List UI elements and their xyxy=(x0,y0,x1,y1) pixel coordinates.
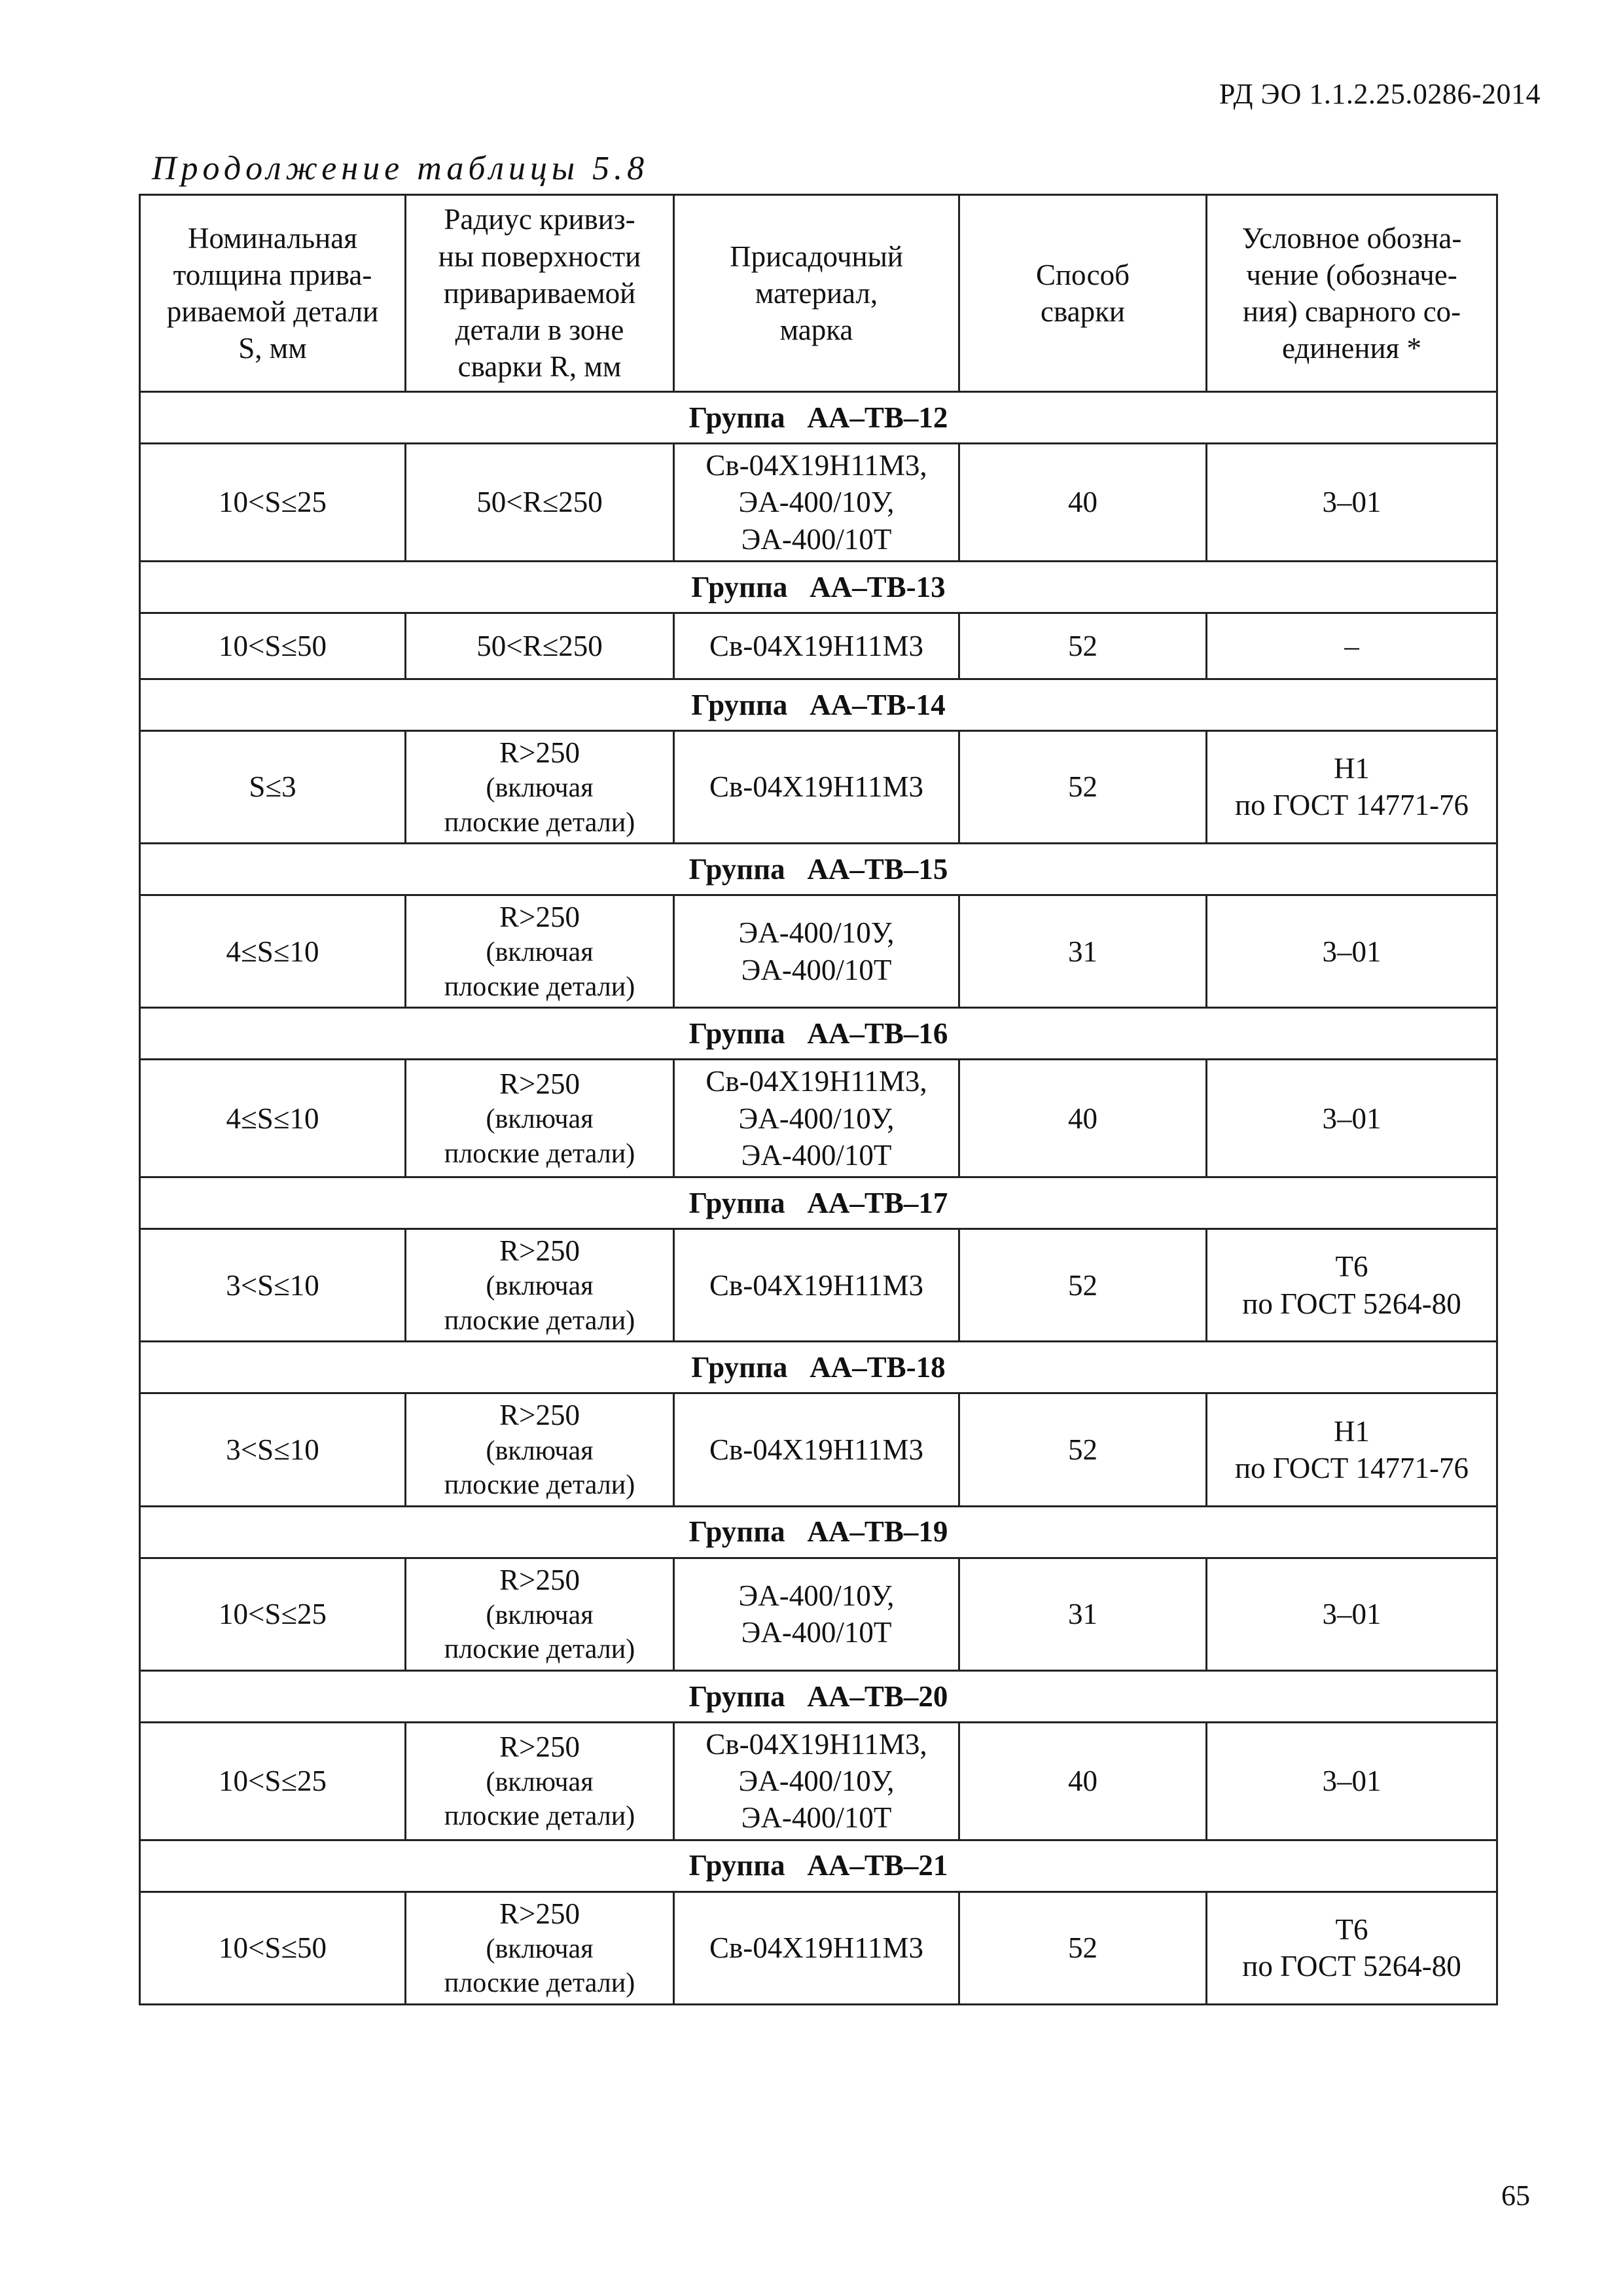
group-heading-row xyxy=(140,392,1497,444)
header-radius xyxy=(406,195,674,392)
cell-line: (включая xyxy=(486,1271,594,1302)
group-heading-row xyxy=(140,1506,1497,1558)
cell-line: плоские детали) xyxy=(444,1968,635,1999)
cell-line: R>250 xyxy=(499,1730,580,1763)
cell-filler-material xyxy=(674,730,959,843)
cell-line: ЭА-400/10У, xyxy=(738,1765,895,1797)
cell-line: плоские детали) xyxy=(444,1470,635,1500)
cell-line: (включая xyxy=(486,1767,594,1797)
cell-welding-method: 52 xyxy=(959,1229,1207,1342)
cell-radius xyxy=(406,1722,674,1840)
cell-filler-material xyxy=(674,895,959,1008)
table-row xyxy=(140,730,1497,843)
cell-thickness: 3<S≤10 xyxy=(140,1229,406,1342)
header-line: Способ xyxy=(1035,258,1130,291)
group-title: Группа АА–ТВ-14 xyxy=(140,679,1497,730)
group-heading-row xyxy=(140,1670,1497,1722)
cell-line: плоские детали) xyxy=(444,807,635,838)
cell-joint-designation xyxy=(1207,730,1497,843)
cell-line: 3–01 xyxy=(1322,935,1382,968)
table-body xyxy=(140,392,1497,2005)
cell-filler-material xyxy=(674,1060,959,1177)
cell-thickness: 10<S≤25 xyxy=(140,1558,406,1670)
cell-line: Св-04Х19Н11М3 xyxy=(709,629,924,662)
header-line: S, мм xyxy=(238,332,307,365)
group-heading-row xyxy=(140,1008,1497,1060)
header-line: толщина прива- xyxy=(173,258,372,291)
cell-joint-designation xyxy=(1207,1393,1497,1506)
header-line: Условное обозна- xyxy=(1241,221,1462,255)
table-row xyxy=(140,1722,1497,1840)
cell-welding-method: 40 xyxy=(959,1060,1207,1177)
header-line: детали в зоне xyxy=(455,314,624,347)
group-heading-row xyxy=(140,679,1497,730)
cell-thickness: 10<S≤50 xyxy=(140,1892,406,2004)
cell-welding-method: 52 xyxy=(959,613,1207,679)
cell-line: Т6 xyxy=(1335,1912,1368,1946)
cell-line: 50<R≤250 xyxy=(476,629,603,662)
table-row xyxy=(140,1060,1497,1177)
cell-welding-method: 52 xyxy=(959,730,1207,843)
cell-joint-designation xyxy=(1207,1558,1497,1670)
cell-line: Св-04Х19Н11М3 xyxy=(709,1931,924,1964)
header-filler-material xyxy=(674,195,959,392)
header-line: сварки R, мм xyxy=(457,350,622,384)
cell-line: плоские детали) xyxy=(444,1305,635,1336)
cell-line: по ГОСТ 14771-76 xyxy=(1234,1451,1469,1484)
table-row xyxy=(140,613,1497,679)
cell-filler-material xyxy=(674,1722,959,1840)
header-line: ния) сварного со- xyxy=(1242,295,1461,328)
cell-welding-method: 31 xyxy=(959,1558,1207,1670)
header-line: привариваемой xyxy=(443,276,636,310)
cell-line: 50<R≤250 xyxy=(476,486,603,519)
table-row xyxy=(140,1229,1497,1342)
cell-filler-material xyxy=(674,1229,959,1342)
cell-welding-method: 31 xyxy=(959,895,1207,1008)
cell-joint-designation xyxy=(1207,1892,1497,2004)
cell-line: 3–01 xyxy=(1322,1598,1382,1630)
cell-radius xyxy=(406,1393,674,1506)
cell-line: по ГОСТ 5264-80 xyxy=(1242,1287,1461,1320)
header-thickness xyxy=(140,195,406,392)
page-number: 65 xyxy=(1501,2179,1530,2212)
cell-line: ЭА-400/10У, xyxy=(738,916,895,950)
cell-thickness: S≤3 xyxy=(140,730,406,843)
header-line: единения * xyxy=(1281,332,1422,365)
table-header-row xyxy=(140,195,1497,392)
cell-filler-material xyxy=(674,1892,959,2004)
cell-line: – xyxy=(1344,629,1359,662)
cell-line: ЭА-400/10Т xyxy=(741,1138,892,1172)
header-line: риваемой детали xyxy=(166,295,379,328)
cell-thickness: 3<S≤10 xyxy=(140,1393,406,1506)
table-row xyxy=(140,444,1497,562)
header-line: сварки xyxy=(1040,295,1126,328)
cell-line: R>250 xyxy=(499,1563,580,1596)
cell-line: ЭА-400/10У, xyxy=(738,1102,895,1135)
header-line: материал, xyxy=(755,276,878,310)
header-line: чение (обозначе- xyxy=(1246,258,1457,291)
group-title: Группа АА–ТВ–19 xyxy=(140,1506,1497,1558)
cell-line: плоские детали) xyxy=(444,971,635,1002)
cell-radius xyxy=(406,444,674,562)
group-heading-row xyxy=(140,844,1497,895)
cell-joint-designation xyxy=(1207,444,1497,562)
cell-radius xyxy=(406,613,674,679)
cell-thickness: 10<S≤25 xyxy=(140,444,406,562)
header-line: Радиус кривиз- xyxy=(444,203,635,236)
group-heading-row xyxy=(140,1342,1497,1393)
cell-line: ЭА-400/10У, xyxy=(738,486,895,519)
cell-joint-designation xyxy=(1207,613,1497,679)
table-row xyxy=(140,1393,1497,1506)
cell-line: по ГОСТ 14771-76 xyxy=(1234,789,1469,822)
cell-filler-material xyxy=(674,1393,959,1506)
cell-line: 3–01 xyxy=(1322,486,1382,519)
cell-line: R>250 xyxy=(499,1399,580,1432)
cell-line: R>250 xyxy=(499,736,580,769)
cell-line: R>250 xyxy=(499,1897,580,1930)
group-title: Группа АА–ТВ–20 xyxy=(140,1670,1497,1722)
group-heading-row xyxy=(140,1177,1497,1229)
cell-line: 3–01 xyxy=(1322,1765,1382,1797)
cell-line: Св-04Х19Н11М3, xyxy=(705,1065,927,1098)
cell-line: R>250 xyxy=(499,1234,580,1267)
header-joint-designation xyxy=(1207,195,1497,392)
cell-line: R>250 xyxy=(499,1067,580,1100)
group-title: Группа АА–ТВ–16 xyxy=(140,1008,1497,1060)
cell-line: Св-04Х19Н11М3, xyxy=(705,1727,927,1761)
cell-line: ЭА-400/10Т xyxy=(741,522,892,556)
group-title: Группа АА–ТВ–12 xyxy=(140,392,1497,444)
cell-line: (включая xyxy=(486,1933,594,1964)
cell-joint-designation xyxy=(1207,895,1497,1008)
cell-line: плоские детали) xyxy=(444,1634,635,1665)
cell-line: (включая xyxy=(486,1435,594,1466)
header-line: Присадочный xyxy=(730,240,903,273)
welding-table xyxy=(139,194,1498,2005)
cell-line: ЭА-400/10Т xyxy=(741,1801,892,1835)
cell-line: ЭА-400/10У, xyxy=(738,1579,895,1612)
cell-thickness: 4≤S≤10 xyxy=(140,895,406,1008)
cell-radius xyxy=(406,1892,674,2004)
cell-radius xyxy=(406,895,674,1008)
group-title: Группа АА–ТВ–21 xyxy=(140,1840,1497,1892)
cell-line: (включая xyxy=(486,937,594,968)
cell-joint-designation xyxy=(1207,1060,1497,1177)
cell-joint-designation xyxy=(1207,1229,1497,1342)
cell-thickness: 10<S≤50 xyxy=(140,613,406,679)
cell-welding-method: 40 xyxy=(959,444,1207,562)
cell-line: 3–01 xyxy=(1322,1102,1382,1135)
header-line: марка xyxy=(779,314,853,347)
cell-line: Св-04Х19Н11М3 xyxy=(709,770,924,804)
group-title: Группа АА–ТВ–17 xyxy=(140,1177,1497,1229)
cell-line: ЭА-400/10Т xyxy=(741,953,892,986)
cell-line: плоские детали) xyxy=(444,1138,635,1169)
group-heading-row xyxy=(140,561,1497,613)
cell-radius xyxy=(406,1060,674,1177)
cell-line: (включая xyxy=(486,1600,594,1630)
header-welding-method xyxy=(959,195,1207,392)
cell-welding-method: 52 xyxy=(959,1393,1207,1506)
cell-filler-material xyxy=(674,613,959,679)
cell-radius xyxy=(406,1558,674,1670)
cell-line: R>250 xyxy=(499,901,580,933)
cell-line: Т6 xyxy=(1335,1250,1368,1283)
header-line: ны поверхности xyxy=(438,240,641,273)
cell-thickness: 4≤S≤10 xyxy=(140,1060,406,1177)
cell-line: плоские детали) xyxy=(444,1801,635,1832)
group-title: Группа АА–ТВ-13 xyxy=(140,561,1497,613)
cell-line: Св-04Х19Н11М3 xyxy=(709,1268,924,1302)
group-title: Группа АА–ТВ–15 xyxy=(140,844,1497,895)
cell-line: Н1 xyxy=(1334,752,1370,785)
cell-radius xyxy=(406,1229,674,1342)
cell-line: ЭА-400/10Т xyxy=(741,1616,892,1649)
cell-line: (включая xyxy=(486,773,594,803)
cell-line: Св-04Х19Н11М3, xyxy=(705,449,927,482)
cell-line: Н1 xyxy=(1334,1414,1370,1448)
table-row xyxy=(140,1892,1497,2004)
header-line: Номинальная xyxy=(188,221,357,255)
cell-filler-material xyxy=(674,444,959,562)
table-caption: Продолжение таблицы 5.8 xyxy=(152,150,649,187)
table-row xyxy=(140,895,1497,1008)
cell-line: Св-04Х19Н11М3 xyxy=(709,1433,924,1466)
cell-filler-material xyxy=(674,1558,959,1670)
cell-line: по ГОСТ 5264-80 xyxy=(1242,1950,1461,1983)
cell-joint-designation xyxy=(1207,1722,1497,1840)
cell-welding-method: 40 xyxy=(959,1722,1207,1840)
group-heading-row xyxy=(140,1840,1497,1892)
document-code: РД ЭО 1.1.2.25.0286-2014 xyxy=(1219,78,1541,110)
cell-welding-method: 52 xyxy=(959,1892,1207,2004)
cell-radius xyxy=(406,730,674,843)
cell-line: (включая xyxy=(486,1104,594,1135)
cell-thickness: 10<S≤25 xyxy=(140,1722,406,1840)
table-row xyxy=(140,1558,1497,1670)
group-title: Группа АА–ТВ-18 xyxy=(140,1342,1497,1393)
